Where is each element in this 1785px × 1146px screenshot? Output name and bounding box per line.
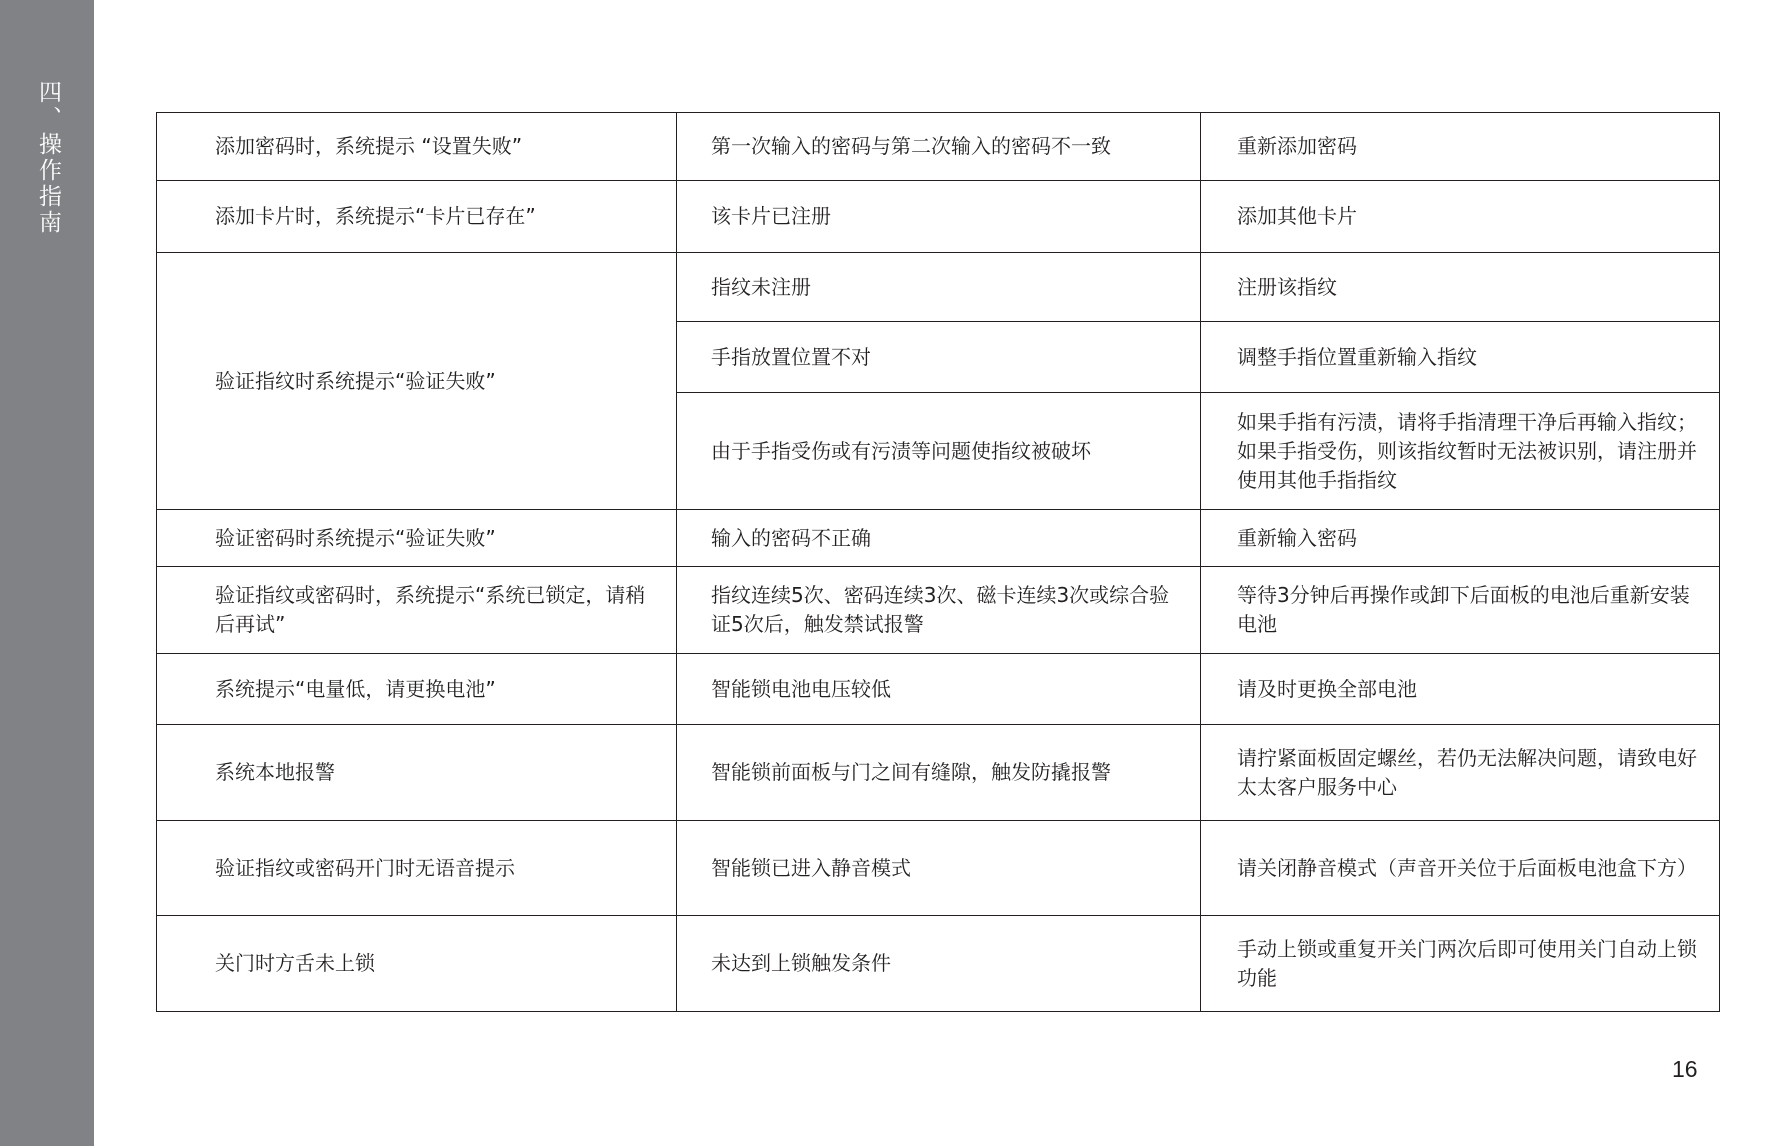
problem-cell: 验证指纹或密码开门时无语音提示 [157,821,677,916]
troubleshooting-table-container [156,112,1719,1012]
cause-cell: 手指放置位置不对 [677,322,1201,393]
table-row [157,181,1720,253]
table-row [157,725,1720,821]
solution-cell: 添加其他卡片 [1201,181,1720,253]
table-row [157,654,1720,725]
cause-cell: 智能锁已进入静音模式 [677,821,1201,916]
cause-cell: 指纹未注册 [677,253,1201,322]
solution-cell: 注册该指纹 [1201,253,1720,322]
solution-cell: 请及时更换全部电池 [1201,654,1720,725]
solution-cell: 等待3分钟后再操作或卸下后面板的电池后重新安装电池 [1201,567,1720,654]
problem-cell: 添加卡片时，系统提示“卡片已存在” [157,181,677,253]
problem-cell: 系统本地报警 [157,725,677,821]
sidebar [0,0,94,1146]
solution-cell: 重新添加密码 [1201,113,1720,181]
solution-cell: 请关闭静音模式（声音开关位于后面板电池盒下方） [1201,821,1720,916]
problem-cell: 验证指纹时系统提示“验证失败” [157,253,677,510]
table-row [157,253,1720,322]
solution-cell: 重新输入密码 [1201,510,1720,567]
cause-cell: 智能锁前面板与门之间有缝隙，触发防撬报警 [677,725,1201,821]
cause-cell: 第一次输入的密码与第二次输入的密码不一致 [677,113,1201,181]
problem-cell: 系统提示“电量低，请更换电池” [157,654,677,725]
section-title: 四、操作指南 [35,80,61,236]
table-row [157,113,1720,181]
cause-cell: 指纹连续5次、密码连续3次、磁卡连续3次或综合验证5次后，触发禁试报警 [677,567,1201,654]
page-number: 16 [1672,1056,1698,1082]
table-row [157,916,1720,1012]
cause-cell: 该卡片已注册 [677,181,1201,253]
table-row [157,510,1720,567]
table-row [157,821,1720,916]
problem-cell: 验证密码时系统提示“验证失败” [157,510,677,567]
cause-cell: 智能锁电池电压较低 [677,654,1201,725]
problem-cell: 关门时方舌未上锁 [157,916,677,1012]
cause-cell: 未达到上锁触发条件 [677,916,1201,1012]
solution-cell: 请拧紧面板固定螺丝，若仍无法解决问题，请致电好太太客户服务中心 [1201,725,1720,821]
cause-cell: 输入的密码不正确 [677,510,1201,567]
solution-cell: 调整手指位置重新输入指纹 [1201,322,1720,393]
problem-cell: 添加密码时，系统提示 “设置失败” [157,113,677,181]
problem-cell: 验证指纹或密码时，系统提示“系统已锁定，请稍后再试” [157,567,677,654]
table-row [157,567,1720,654]
solution-cell: 手动上锁或重复开关门两次后即可使用关门自动上锁功能 [1201,916,1720,1012]
troubleshooting-table [156,112,1720,1012]
cause-cell: 由于手指受伤或有污渍等问题使指纹被破坏 [677,393,1201,510]
solution-cell: 如果手指有污渍，请将手指清理干净后再输入指纹；如果手指受伤，则该指纹暂时无法被识别，请注册并使用其他手指指纹 [1201,393,1720,510]
